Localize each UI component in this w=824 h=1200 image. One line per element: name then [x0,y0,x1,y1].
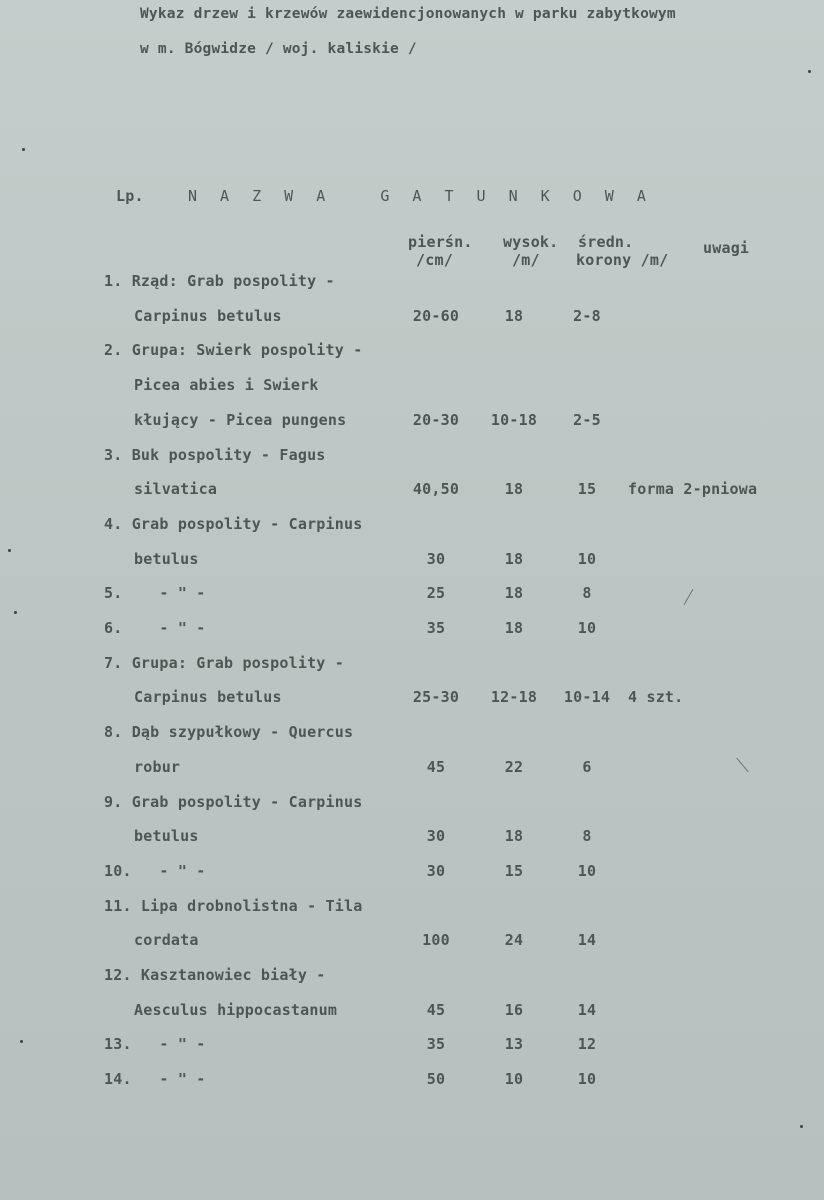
cell-uwagi: forma 2-pniowa [628,480,758,499]
cell-wysok: 18 [504,306,524,325]
tree-name-line: 8. Dąb szypułkowy - Quercus [104,723,354,742]
cell-piersn: 35 [426,619,446,637]
cell-piersn: 25 [426,584,446,603]
header-piersn-unit: /cm/ [416,251,453,269]
cell-wysok: 16 [504,1000,524,1019]
cell-wysok: 12-18 [490,688,538,707]
tree-name-line: 14. - " - [104,1070,206,1089]
speck [800,1125,803,1128]
tree-name-line: 2. Grupa: Swierk pospolity - [104,341,363,360]
tree-name-line: Picea abies i Swierk [134,376,319,395]
header-nazwa-gatunkowa: N A Z W A G A T U N K O W A [188,187,653,205]
cell-piersn: 20-60 [412,306,460,325]
tree-name-line: 1. Rząd: Grab pospolity - [104,272,335,290]
header-wysok: wysok. [503,233,559,251]
cell-sredn: 14 [577,931,597,950]
tree-name-line: Aesculus hippocastanum [134,1000,338,1019]
tree-name-line: 13. - " - [104,1035,206,1054]
tree-name-line: 9. Grab pospolity - Carpinus [104,792,363,811]
tree-name-line: betulus [134,827,199,846]
cell-sredn: 10 [577,1070,597,1089]
tree-name-line: 10. - " - [104,861,206,880]
header-wysok-unit: /m/ [512,251,540,269]
pencil-mark [736,758,748,772]
tree-name-line: kłujący - Picea pungens [134,410,347,429]
tree-name-line: betulus [134,549,199,568]
cell-sredn: 10-14 [563,688,611,707]
cell-sredn: 10 [577,549,597,568]
tree-name-line: Carpinus betulus [134,306,282,325]
cell-wysok: 10-18 [490,410,538,429]
tree-name-line: 11. Lipa drobnolistna - Tila [104,896,363,915]
cell-piersn: 100 [422,931,450,950]
header-korony: korony /m/ [576,251,669,269]
cell-piersn: 40,50 [412,480,460,499]
cell-wysok: 18 [504,480,524,499]
speck [22,148,25,151]
header-lp: Lp. [116,187,144,205]
cell-wysok: 18 [504,584,524,603]
cell-sredn: 2-8 [573,306,601,325]
pencil-mark [684,589,694,605]
cell-piersn: 30 [426,549,446,568]
tree-name-line: silvatica [134,480,218,499]
cell-sredn: 6 [582,757,592,776]
cell-piersn: 50 [426,1070,446,1089]
cell-sredn: 10 [577,861,597,880]
cell-piersn: 30 [426,827,446,846]
cell-piersn: 25-30 [412,688,460,707]
cell-wysok: 13 [504,1035,524,1054]
header-piersn: pierśn. [408,233,473,251]
tree-name-line: Carpinus betulus [134,688,282,707]
cell-piersn: 45 [426,1000,446,1019]
cell-sredn: 14 [577,1000,597,1019]
cell-sredn: 12 [577,1035,597,1054]
cell-wysok: 22 [504,757,524,776]
cell-sredn: 8 [582,584,592,603]
cell-wysok: 18 [504,549,524,568]
document-title-line-2: w m. Bógwidze / woj. kaliskie / [140,41,417,57]
cell-uwagi: 4 szt. [628,688,684,707]
cell-wysok: 24 [504,931,524,950]
tree-name-line: 6. - " - [104,619,206,637]
document-title-line-1: Wykaz drzew i krzewów zaewidencjonowanych w parku zabytkowym [140,6,676,22]
tree-name-line: cordata [134,931,199,950]
cell-sredn: 15 [577,480,597,499]
header-uwagi: uwagi [703,239,750,257]
cell-wysok: 10 [504,1070,524,1089]
tree-name-line: 12. Kasztanowiec biały - [104,966,326,984]
tree-name-line: 4. Grab pospolity - Carpinus [104,514,363,533]
cell-sredn: 10 [577,619,597,637]
cell-piersn: 35 [426,1035,446,1054]
speck [20,1040,23,1043]
speck [14,611,17,614]
cell-sredn: 2-5 [573,410,601,429]
cell-wysok: 18 [504,827,524,846]
tree-name-line: robur [134,757,181,776]
cell-piersn: 20-30 [412,410,460,429]
speck [808,70,811,73]
cell-piersn: 45 [426,757,446,776]
header-sredn: średn. [578,233,634,251]
tree-name-line: 5. - " - [104,584,206,603]
tree-name-line: 7. Grupa: Grab pospolity - [104,653,344,672]
cell-piersn: 30 [426,861,446,880]
speck [8,549,11,552]
cell-wysok: 15 [504,861,524,880]
cell-sredn: 8 [582,827,592,846]
tree-name-line: 3. Buk pospolity - Fagus [104,445,326,464]
cell-wysok: 18 [504,619,524,637]
